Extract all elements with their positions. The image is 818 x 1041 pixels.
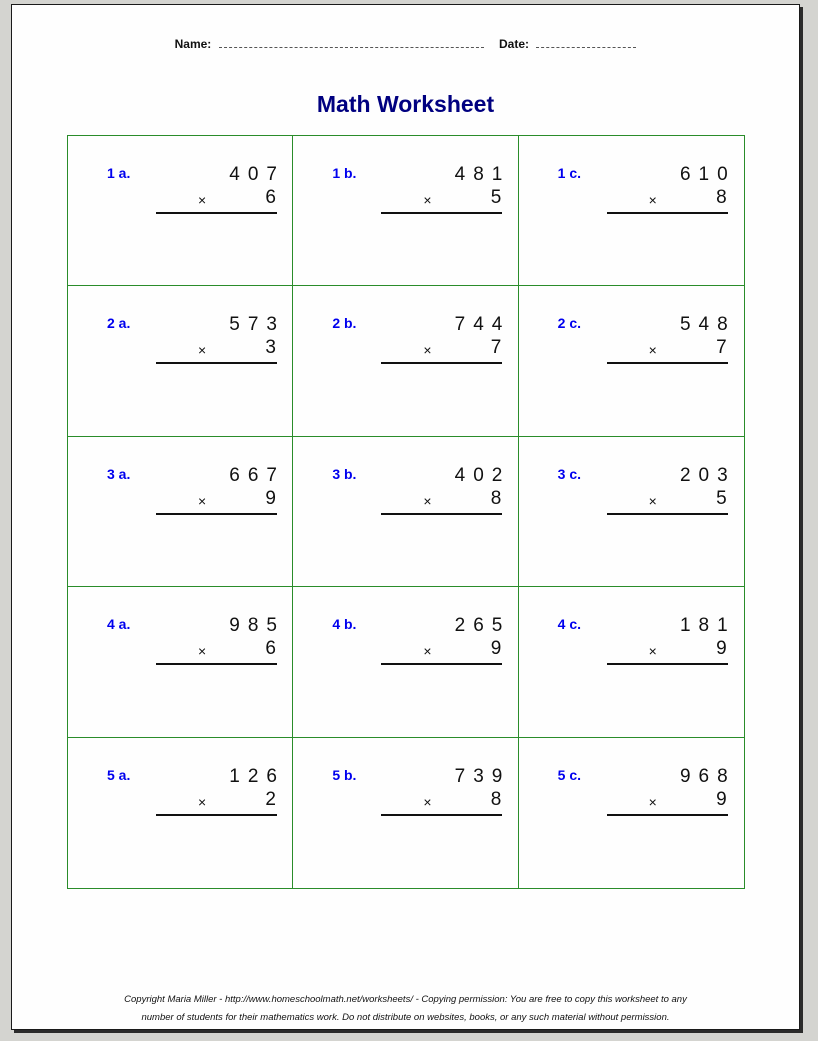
- multiplicand: 181: [679, 615, 736, 637]
- multiplicand: 610: [679, 164, 736, 185]
- multiplicand: 667: [229, 464, 285, 486]
- multiplication-problem: [156, 164, 285, 214]
- problem-cell: [519, 738, 744, 888]
- multiplier-row: [381, 487, 502, 515]
- problem-cell: [293, 738, 518, 888]
- date-label: Date:: [499, 37, 530, 51]
- times-sign-icon: ×: [423, 492, 432, 509]
- multiplication-problem: [607, 464, 736, 515]
- problem-cell: [519, 136, 744, 286]
- multiplicand: 407: [229, 164, 285, 185]
- multiplication-problem: [156, 464, 285, 515]
- times-sign-icon: ×: [648, 342, 657, 359]
- problem-cell: [519, 286, 744, 436]
- multiplicand: 265: [454, 615, 511, 637]
- times-sign-icon: ×: [648, 793, 657, 810]
- problem-cell: [68, 286, 293, 436]
- problem-label: 1 c.: [557, 165, 582, 181]
- times-sign-icon: ×: [648, 492, 657, 509]
- multiplier-row: [156, 487, 277, 515]
- problem-label: 3 c.: [557, 465, 582, 482]
- multiplier: 8: [490, 487, 502, 509]
- multiplication-problem: [381, 314, 511, 364]
- times-sign-icon: ×: [198, 793, 207, 810]
- multiplier-row: [156, 336, 277, 364]
- multiplier: 9: [490, 638, 502, 660]
- times-sign-icon: ×: [198, 192, 207, 208]
- multiplier-row: [156, 186, 277, 214]
- multiplication-problem: [607, 615, 736, 665]
- multiplicand: 203: [679, 464, 736, 486]
- multiplier: 7: [490, 337, 502, 359]
- multiplier: 6: [265, 187, 276, 208]
- problem-cell: [293, 437, 518, 587]
- problem-cell: [293, 587, 518, 737]
- problem-label: 3 b.: [332, 465, 357, 482]
- multiplier-row: [381, 637, 502, 665]
- worksheet-page: [11, 4, 800, 1030]
- problem-label: 5 c.: [557, 766, 582, 783]
- multiplication-problem: [381, 464, 511, 515]
- multiplication-problem: [156, 615, 285, 665]
- problem-cell: [293, 136, 518, 286]
- multiplier-row: [381, 186, 502, 214]
- multiplicand: 985: [229, 615, 285, 637]
- multiplier-row: [607, 336, 728, 364]
- multiplier-row: [607, 487, 728, 515]
- footer-line-1: Copyright Maria Miller - http://www.homeschoolmath.net/worksheets/ - Copying permission: You are free to copy this worksheet to any: [124, 994, 687, 1005]
- multiplication-problem: [607, 765, 736, 816]
- multiplicand: 968: [679, 765, 736, 787]
- problem-label: 1 b.: [332, 165, 357, 181]
- multiplier-row: [156, 637, 277, 665]
- multiplier-row: [381, 788, 502, 816]
- times-sign-icon: ×: [423, 793, 432, 810]
- problem-label: 4 a.: [107, 616, 131, 633]
- problem-label: 3 a.: [107, 465, 131, 482]
- multiplication-problem: [156, 314, 285, 364]
- multiplier-row: [156, 788, 277, 816]
- times-sign-icon: ×: [198, 492, 207, 509]
- date-blank-line: [536, 36, 636, 48]
- multiplier: 8: [716, 187, 727, 208]
- multiplication-problem: [156, 765, 285, 816]
- multiplier-row: [381, 336, 502, 364]
- multiplication-problem: [381, 765, 511, 816]
- multiplication-problem: [381, 164, 511, 214]
- multiplicand: 739: [454, 765, 511, 787]
- problem-label: 1 a.: [107, 165, 131, 181]
- copyright-footer: [12, 991, 799, 1027]
- multiplier-row: [607, 637, 728, 665]
- multiplier: 6: [265, 638, 276, 660]
- problem-cell: [68, 437, 293, 587]
- multiplicand: 573: [229, 314, 285, 336]
- times-sign-icon: ×: [423, 192, 432, 208]
- problem-cell: [68, 136, 293, 286]
- multiplier: 9: [716, 638, 727, 660]
- page-title: Math Worksheet: [316, 91, 495, 117]
- times-sign-icon: ×: [198, 643, 207, 660]
- name-blank-line: [219, 36, 484, 48]
- name-label: Name:: [174, 37, 212, 51]
- times-sign-icon: ×: [198, 342, 207, 359]
- problem-cell: [68, 587, 293, 737]
- multiplier-row: [607, 186, 728, 214]
- times-sign-icon: ×: [648, 643, 657, 660]
- multiplication-problem: [607, 314, 736, 364]
- multiplication-problem: [607, 164, 736, 214]
- multiplier: 9: [716, 788, 727, 810]
- multiplicand: 481: [454, 164, 511, 185]
- multiplicand: 126: [229, 765, 285, 787]
- multiplication-problem: [381, 615, 511, 665]
- multiplicand: 402: [454, 464, 511, 486]
- problem-label: 5 a.: [107, 766, 131, 783]
- problem-label: 2 a.: [107, 315, 131, 332]
- problem-cell: [519, 437, 744, 587]
- problem-label: 4 b.: [332, 616, 357, 633]
- multiplier: 9: [265, 487, 276, 509]
- problem-cell: [293, 286, 518, 436]
- multiplier: 7: [716, 337, 727, 359]
- multiplicand: 548: [679, 314, 736, 336]
- multiplier: 5: [490, 187, 502, 208]
- problem-label: 2 c.: [557, 315, 582, 332]
- multiplier: 2: [265, 788, 276, 810]
- problem-label: 5 b.: [332, 766, 357, 783]
- times-sign-icon: ×: [423, 643, 432, 660]
- problem-label: 4 c.: [557, 616, 582, 633]
- problem-cell: [68, 738, 293, 888]
- problem-label: 2 b.: [332, 315, 357, 332]
- times-sign-icon: ×: [423, 342, 432, 359]
- problem-grid: [67, 135, 745, 889]
- multiplier: 8: [490, 788, 502, 810]
- times-sign-icon: ×: [648, 192, 657, 208]
- name-date-header: [12, 36, 799, 51]
- multiplier: 3: [265, 337, 276, 359]
- multiplier-row: [607, 788, 728, 816]
- problem-cell: [519, 587, 744, 737]
- multiplicand: 744: [454, 314, 511, 336]
- footer-line-2: number of students for their mathematics work. Do not distribute on websites, books, or any such material without permission.: [141, 1012, 670, 1023]
- multiplier: 5: [716, 487, 727, 509]
